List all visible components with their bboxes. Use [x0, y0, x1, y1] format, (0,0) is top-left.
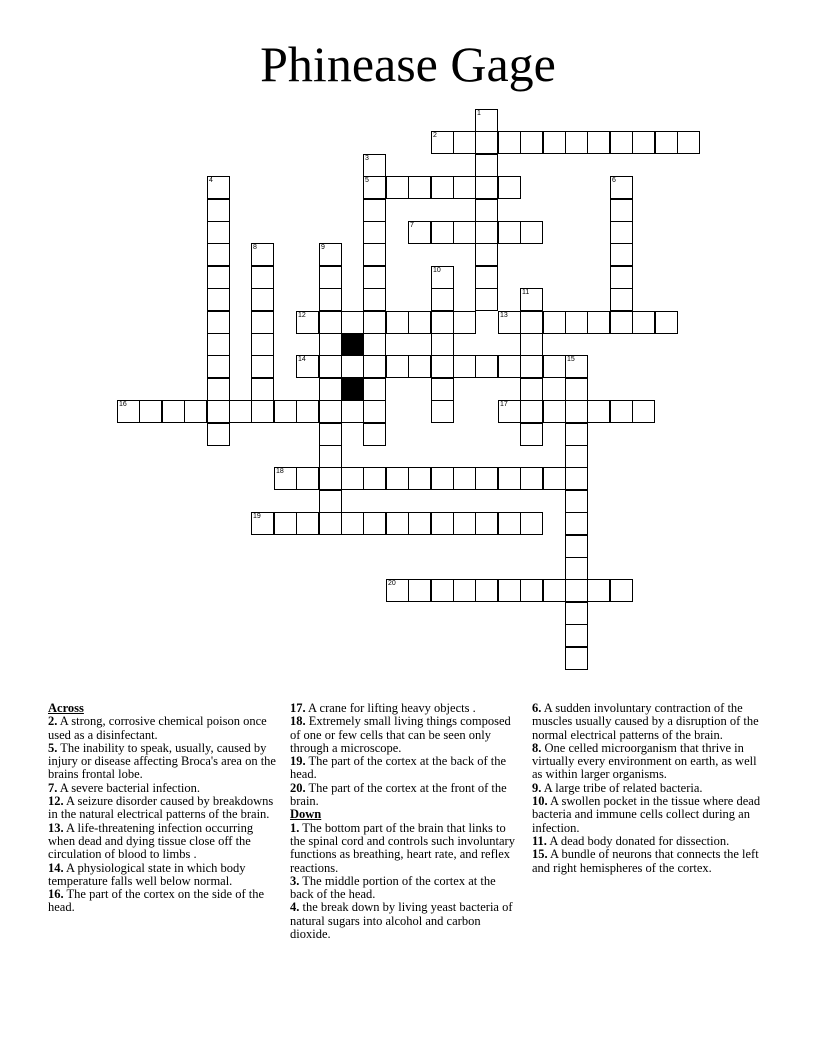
clue-number: 16. [48, 887, 64, 902]
grid-cell[interactable] [363, 311, 386, 334]
grid-cell[interactable] [207, 221, 230, 244]
clue-number: 15. [532, 847, 548, 862]
grid-cell[interactable] [475, 221, 498, 244]
grid-cell[interactable] [632, 131, 655, 154]
grid-cell[interactable] [363, 333, 386, 356]
cell-number: 6 [612, 177, 616, 184]
grid-cell[interactable] [319, 355, 342, 378]
clue-text: The middle portion of the cortex at the back of the head. [290, 873, 496, 902]
clue-text: A large tribe of related bacteria. [541, 780, 703, 795]
grid-cell[interactable] [251, 266, 274, 289]
grid-cell[interactable] [386, 467, 409, 490]
grid-cell[interactable] [475, 467, 498, 490]
down-clue [532, 742, 768, 782]
down-clue [532, 782, 768, 795]
grid-cell[interactable] [520, 423, 543, 446]
clue-number: 18. [290, 714, 306, 729]
grid-cell[interactable] [543, 131, 566, 154]
grid-cell[interactable] [610, 288, 633, 311]
grid-cell[interactable] [363, 154, 386, 177]
clue-text: A bundle of neurons that connects the left and right hemispheres of the cortex. [532, 847, 759, 875]
grid-cell[interactable] [565, 131, 588, 154]
grid-cell[interactable] [498, 355, 521, 378]
grid-cell[interactable] [565, 624, 588, 647]
cell-number: 14 [298, 356, 306, 363]
grid-cell[interactable] [408, 512, 431, 535]
grid-cell[interactable] [363, 221, 386, 244]
grid-cell[interactable] [363, 243, 386, 266]
grid-cell[interactable] [475, 266, 498, 289]
grid-cell[interactable] [431, 288, 454, 311]
grid-cell[interactable] [319, 266, 342, 289]
grid-cell[interactable] [251, 311, 274, 334]
grid-cell[interactable] [520, 355, 543, 378]
grid-cell[interactable] [565, 378, 588, 401]
grid-cell[interactable] [139, 400, 162, 423]
grid-cell-shaded [341, 378, 364, 401]
grid-cell[interactable] [341, 355, 364, 378]
grid-cell[interactable] [543, 355, 566, 378]
grid-cell[interactable] [610, 131, 633, 154]
grid-cell[interactable] [251, 333, 274, 356]
grid-cell[interactable] [543, 400, 566, 423]
across-clue [48, 795, 276, 822]
grid-cell[interactable] [475, 288, 498, 311]
grid-cell[interactable] [610, 221, 633, 244]
grid-cell[interactable] [229, 400, 252, 423]
across-clue [290, 755, 520, 782]
grid-cell[interactable] [319, 333, 342, 356]
grid-cell[interactable] [274, 467, 297, 490]
grid-cell[interactable] [319, 467, 342, 490]
grid-cell[interactable] [520, 378, 543, 401]
grid-cell[interactable] [565, 647, 588, 670]
clue-number: 19. [290, 754, 306, 769]
cell-number: 12 [298, 312, 306, 319]
clue-text: the break down by living yeast bacteria of natural sugars into alcohol and carbon dioxide. [290, 900, 513, 942]
grid-cell[interactable] [632, 400, 655, 423]
cell-number: 3 [365, 155, 369, 162]
grid-cell[interactable] [565, 311, 588, 334]
grid-cell[interactable] [587, 400, 610, 423]
grid-cell[interactable] [565, 512, 588, 535]
clue-text: A severe bacterial infection. [57, 780, 201, 795]
grid-cell[interactable] [565, 445, 588, 468]
grid-cell[interactable] [475, 176, 498, 199]
grid-cell[interactable] [475, 109, 498, 132]
grid-cell[interactable] [363, 266, 386, 289]
grid-cell[interactable] [498, 176, 521, 199]
clue-number: 1. [290, 820, 300, 835]
grid-cell[interactable] [498, 512, 521, 535]
grid-cell[interactable] [363, 467, 386, 490]
across-clue [290, 715, 520, 755]
grid-cell[interactable] [251, 400, 274, 423]
grid-cell[interactable] [408, 311, 431, 334]
clue-number: 11. [532, 833, 547, 848]
down-clue [532, 848, 768, 875]
clue-text: A strong, corrosive chemical poison once used as a disinfectant. [48, 714, 267, 742]
grid-cell[interactable] [408, 579, 431, 602]
grid-cell[interactable] [475, 355, 498, 378]
puzzle-title: Phinease Gage [260, 36, 556, 92]
clue-text: The bottom part of the brain that links to the spinal cord and controls such involuntary functions as breathing, heart rate, and reflex reactions. [290, 820, 515, 875]
grid-cell[interactable] [498, 467, 521, 490]
grid-cell[interactable] [543, 467, 566, 490]
across-clue [48, 822, 276, 862]
grid-cell[interactable] [543, 311, 566, 334]
grid-cell[interactable] [408, 467, 431, 490]
grid-cell[interactable] [207, 423, 230, 446]
grid-cell[interactable] [520, 512, 543, 535]
grid-cell[interactable] [453, 355, 476, 378]
grid-cell[interactable] [475, 154, 498, 177]
across-heading: Across [48, 701, 84, 715]
grid-cell[interactable] [319, 243, 342, 266]
grid-cell[interactable] [520, 131, 543, 154]
grid-cell[interactable] [475, 579, 498, 602]
grid-cell[interactable] [207, 288, 230, 311]
clues-column-1 [48, 702, 276, 915]
clue-number: 20. [290, 780, 306, 795]
grid-cell[interactable] [251, 355, 274, 378]
grid-cell[interactable] [431, 400, 454, 423]
cell-number: 11 [522, 289, 530, 296]
grid-cell[interactable] [520, 467, 543, 490]
grid-cell[interactable] [520, 400, 543, 423]
grid-cell[interactable] [453, 512, 476, 535]
grid-cell[interactable] [319, 512, 342, 535]
grid-cell[interactable] [543, 579, 566, 602]
cell-number: 1 [477, 110, 481, 117]
across-clue [48, 715, 276, 742]
grid-cell[interactable] [207, 199, 230, 222]
clue-number: 12. [48, 794, 64, 809]
grid-cell[interactable] [431, 266, 454, 289]
cell-number: 4 [209, 177, 213, 184]
cell-number: 7 [410, 222, 414, 229]
grid-cell[interactable] [386, 311, 409, 334]
grid-cell[interactable] [386, 579, 409, 602]
across-clue [48, 782, 276, 795]
clue-number: 4. [290, 900, 300, 915]
grid-cell[interactable] [565, 579, 588, 602]
grid-cell[interactable] [386, 512, 409, 535]
clue-text: The part of the cortex at the back of the head. [290, 754, 507, 782]
grid-cell[interactable] [319, 378, 342, 401]
clue-number: 2. [48, 714, 58, 729]
grid-cell[interactable] [453, 131, 476, 154]
grid-cell[interactable] [565, 355, 588, 378]
cell-number: 17 [500, 401, 508, 408]
cell-number: 8 [253, 244, 257, 251]
cell-number: 18 [276, 468, 284, 475]
grid-cell[interactable] [587, 579, 610, 602]
grid-cell[interactable] [632, 311, 655, 334]
grid-cell[interactable] [610, 199, 633, 222]
clue-text: A dead body donated for dissection. [546, 833, 730, 848]
grid-cell[interactable] [655, 131, 678, 154]
cell-number: 13 [500, 312, 508, 319]
across-clue [290, 702, 520, 715]
grid-cell[interactable] [431, 311, 454, 334]
grid-cell[interactable] [408, 355, 431, 378]
grid-cell[interactable] [565, 423, 588, 446]
grid-cell[interactable] [431, 579, 454, 602]
grid-cell[interactable] [319, 445, 342, 468]
clue-number: 17. [290, 701, 306, 715]
cell-number: 2 [433, 132, 437, 139]
grid-cell[interactable] [520, 221, 543, 244]
grid-cell[interactable] [207, 311, 230, 334]
clue-number: 14. [48, 860, 64, 875]
clue-number: 7. [48, 780, 58, 795]
cell-number: 10 [433, 267, 441, 274]
across-clue [48, 888, 276, 915]
grid-cell[interactable] [207, 176, 230, 199]
grid-cell[interactable] [431, 333, 454, 356]
grid-cell[interactable] [117, 400, 140, 423]
grid-cell[interactable] [453, 579, 476, 602]
clue-number: 3. [290, 873, 300, 888]
grid-cell[interactable] [386, 355, 409, 378]
grid-cell[interactable] [363, 288, 386, 311]
grid-cell[interactable] [207, 400, 230, 423]
clue-number: 13. [48, 820, 64, 835]
grid-cell[interactable] [184, 400, 207, 423]
grid-cell[interactable] [565, 557, 588, 580]
grid-cell[interactable] [498, 221, 521, 244]
clue-number: 8. [532, 740, 542, 755]
grid-cell[interactable] [341, 400, 364, 423]
grid-cell[interactable] [677, 131, 700, 154]
grid-cell[interactable] [565, 490, 588, 513]
clue-text: A swollen pocket in the tissue where dead bacteria and immune cells collect during an infection. [532, 794, 761, 835]
grid-cell[interactable] [453, 176, 476, 199]
clue-text: One celled microorganism that thrive in virtually every environment on earth, as well as within larger organisms. [532, 740, 757, 782]
down-clue [532, 795, 768, 835]
grid-cell[interactable] [610, 266, 633, 289]
cell-number: 9 [321, 244, 325, 251]
grid-cell[interactable] [431, 221, 454, 244]
grid-cell[interactable] [296, 467, 319, 490]
grid-cell[interactable] [319, 490, 342, 513]
grid-cell[interactable] [431, 512, 454, 535]
grid-cell[interactable] [296, 512, 319, 535]
grid-cell[interactable] [162, 400, 185, 423]
grid-cell[interactable] [565, 535, 588, 558]
grid-cell[interactable] [251, 378, 274, 401]
down-heading: Down [290, 807, 322, 822]
grid-cell[interactable] [431, 378, 454, 401]
across-clue [48, 862, 276, 889]
grid-cell[interactable] [408, 176, 431, 199]
grid-cell[interactable] [587, 131, 610, 154]
grid-cell[interactable] [610, 311, 633, 334]
grid-cell[interactable] [610, 176, 633, 199]
grid-cell[interactable] [296, 400, 319, 423]
grid-cell[interactable] [207, 355, 230, 378]
grid-cell[interactable] [251, 243, 274, 266]
grid-cell[interactable] [363, 199, 386, 222]
grid-cell[interactable] [475, 199, 498, 222]
grid-cell[interactable] [565, 602, 588, 625]
grid-cell[interactable] [341, 467, 364, 490]
clue-text: The part of the cortex at the front of the brain. [290, 780, 507, 809]
grid-cell[interactable] [319, 400, 342, 423]
clue-number: 6. [532, 701, 542, 715]
grid-cell[interactable] [363, 355, 386, 378]
grid-cell[interactable] [207, 378, 230, 401]
grid-cell[interactable] [498, 400, 521, 423]
clue-text: A crane for lifting heavy objects . [305, 701, 476, 715]
grid-cell[interactable] [319, 288, 342, 311]
grid-cell[interactable] [520, 288, 543, 311]
clue-number: 9. [532, 780, 542, 795]
cell-number: 16 [119, 401, 127, 408]
grid-cell[interactable] [341, 512, 364, 535]
down-clue [532, 702, 768, 742]
clue-number: 5. [48, 740, 58, 755]
grid-cell[interactable] [565, 400, 588, 423]
grid-cell[interactable] [520, 311, 543, 334]
grid-cell[interactable] [251, 288, 274, 311]
clue-text: The part of the cortex on the side of the head. [48, 887, 265, 915]
grid-cell[interactable] [453, 221, 476, 244]
clue-number: 10. [532, 794, 548, 809]
grid-cell[interactable] [274, 400, 297, 423]
across-clue [290, 782, 520, 809]
grid-cell[interactable] [363, 423, 386, 446]
grid-cell-shaded [341, 333, 364, 356]
down-clue [290, 875, 520, 902]
grid-cell[interactable] [207, 333, 230, 356]
grid-cell[interactable] [610, 243, 633, 266]
grid-cell[interactable] [363, 176, 386, 199]
grid-cell[interactable] [431, 131, 454, 154]
grid-cell[interactable] [475, 512, 498, 535]
grid-cell[interactable] [363, 378, 386, 401]
grid-cell[interactable] [363, 512, 386, 535]
clues-column-3 [532, 702, 768, 875]
grid-cell[interactable] [408, 221, 431, 244]
grid-cell[interactable] [610, 400, 633, 423]
grid-cell[interactable] [453, 467, 476, 490]
grid-cell[interactable] [520, 333, 543, 356]
grid-cell[interactable] [431, 467, 454, 490]
clue-text: Extremely small living things composed of one or few cells that can be seen only through a microscope. [290, 714, 511, 755]
grid-cell[interactable] [207, 266, 230, 289]
clue-text: A seizure disorder caused by breakdowns in the natural electrical patterns of the brain. [48, 794, 274, 822]
grid-cell[interactable] [341, 311, 364, 334]
grid-cell[interactable] [565, 467, 588, 490]
cell-number: 5 [365, 177, 369, 184]
clue-text: A physiological state in which body temperature falls well below normal. [48, 860, 246, 888]
clues-column-2 [290, 702, 520, 941]
grid-cell[interactable] [610, 579, 633, 602]
grid-cell[interactable] [296, 311, 319, 334]
grid-cell[interactable] [386, 176, 409, 199]
down-clue [532, 835, 768, 848]
grid-cell[interactable] [498, 311, 521, 334]
clue-text: The inability to speak, usually, caused by injury or disease affecting Broca's area on the brains frontal lobe. [48, 740, 276, 782]
clue-text: A life-threatening infection occurring when dead and dying tissue close off the circulation of blood to limbs . [48, 820, 254, 862]
grid-cell[interactable] [274, 512, 297, 535]
grid-cell[interactable] [431, 355, 454, 378]
grid-cell[interactable] [251, 512, 274, 535]
grid-cell[interactable] [453, 311, 476, 334]
grid-cell[interactable] [363, 400, 386, 423]
grid-cell[interactable] [319, 423, 342, 446]
grid-cell[interactable] [498, 131, 521, 154]
across-clue [48, 742, 276, 782]
cell-number: 15 [567, 356, 575, 363]
grid-cell[interactable] [475, 243, 498, 266]
grid-cell[interactable] [319, 311, 342, 334]
grid-cell[interactable] [475, 131, 498, 154]
cell-number: 20 [388, 580, 396, 587]
grid-cell[interactable] [431, 176, 454, 199]
grid-cell[interactable] [655, 311, 678, 334]
grid-cell[interactable] [520, 579, 543, 602]
grid-cell[interactable] [207, 243, 230, 266]
clue-text: A sudden involuntary contraction of the muscles usually caused by a disruption of the normal electrical patterns of the brain. [532, 701, 759, 742]
grid-cell[interactable] [296, 355, 319, 378]
down-clue [290, 822, 520, 875]
grid-cell[interactable] [498, 579, 521, 602]
grid-cell[interactable] [587, 311, 610, 334]
down-clue [290, 901, 520, 941]
cell-number: 19 [253, 513, 261, 520]
